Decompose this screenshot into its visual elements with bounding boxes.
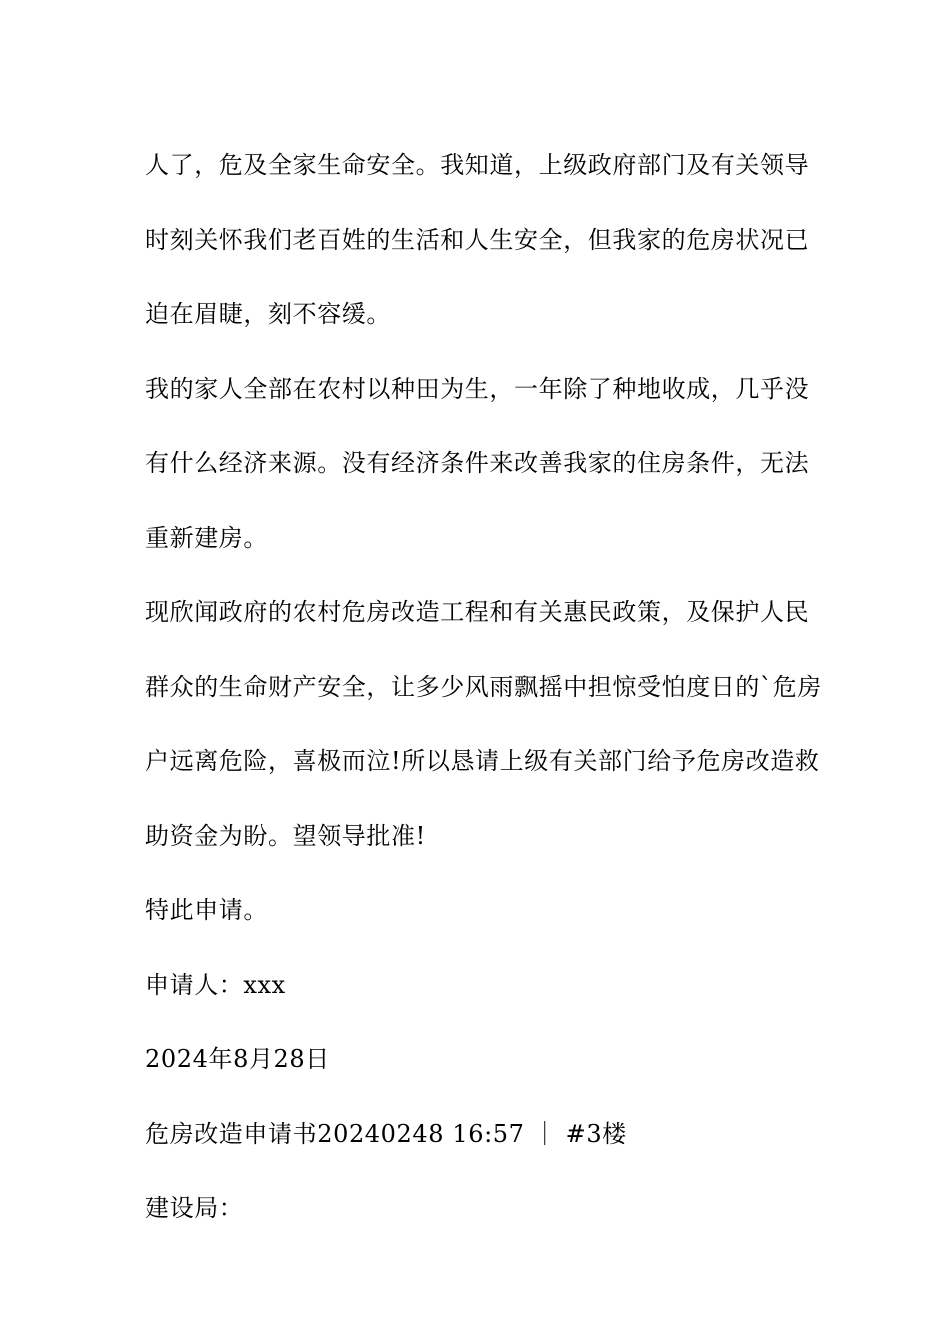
text-line: 重新建房。 <box>145 523 268 552</box>
text-line: 我的家人全部在农村以种田为生，一年除了种地收成，几乎没 <box>145 374 810 403</box>
paragraph-2 <box>145 352 815 576</box>
paragraph-1 <box>145 128 815 352</box>
text-line: 现欣闻政府的农村危房改造工程和有关惠民政策，及保护人民 <box>145 598 810 626</box>
text-line: 迫在眉睫，刻不容缓。 <box>145 300 391 328</box>
text-line: 人了，危及全家生命安全。我知道，上级政府部门及有关领导 <box>145 151 810 179</box>
addressee-line: 建设局： <box>145 1194 244 1222</box>
post-header: 危房改造申请书20240248 16:57 ｜ #3楼 <box>145 1119 627 1148</box>
document-body <box>145 128 822 1246</box>
text-line: 户远离危险，喜极而泣!所以恳请上级有关部门给予危房改造救 <box>145 747 820 775</box>
date-line: 2024年8月28日 <box>145 1045 330 1073</box>
text-line: 助资金为盼。望领导批准! <box>145 821 426 850</box>
applicant-line: 申请人：xxx <box>145 970 286 999</box>
closing-text: 特此申请。 <box>145 896 268 924</box>
text-line: 有什么经济来源。没有经济条件来改善我家的住房条件，无法 <box>145 449 810 477</box>
text-line: 时刻关怀我们老百姓的生活和人生安全，但我家的危房状况已 <box>145 225 810 254</box>
paragraph-3 <box>145 575 822 873</box>
text-line: 群众的生命财产安全，让多少风雨飘摇中担惊受怕度日的`危房 <box>145 672 822 701</box>
